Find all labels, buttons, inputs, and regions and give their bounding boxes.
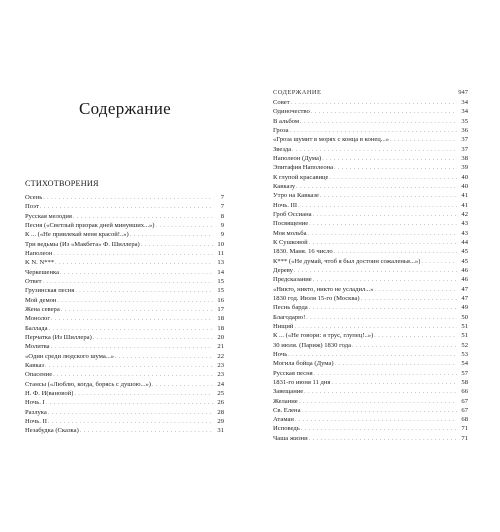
toc-entry-title: Баллада: [25, 324, 48, 332]
toc-entry: [273, 117, 468, 126]
toc-entry: [25, 240, 224, 249]
toc-entry-title: Совет: [273, 99, 290, 106]
toc-leader-dots: [156, 222, 214, 231]
toc-entry-page: 34: [461, 108, 468, 116]
toc-entry-title: Благодарю!: [273, 313, 306, 321]
toc-entry: [25, 426, 224, 435]
toc-entry-title: Св. Елена: [273, 406, 301, 414]
toc-entry-page: 58: [461, 378, 468, 386]
section-title: СТИХОТВОРЕНИЯ: [25, 179, 99, 188]
toc-entry: [273, 210, 468, 219]
toc-entry: [273, 219, 468, 228]
toc-entry-page: 25: [217, 389, 224, 397]
toc-leader-dots: [294, 267, 457, 276]
toc-entry-title: Жена севера: [25, 305, 60, 313]
toc-leader-dots: [45, 362, 213, 371]
toc-entry-page: 71: [461, 425, 468, 433]
toc-entry-title: Гроза: [273, 126, 289, 134]
toc-entry-page: 23: [217, 371, 224, 379]
toc-leader-dots: [374, 332, 457, 341]
toc-entry-page: 8: [220, 212, 224, 220]
toc-entry: [273, 285, 468, 294]
toc-leader-dots: [57, 297, 213, 306]
toc-entry-title: Разлука: [25, 408, 47, 416]
toc-leader-dots: [300, 118, 457, 127]
toc-entry-page: 67: [461, 406, 468, 414]
toc-leader-dots: [291, 99, 457, 108]
toc-entry-page: 37: [461, 136, 468, 144]
toc-leader-dots: [322, 155, 457, 164]
toc-entry-page: 24: [217, 380, 224, 388]
toc-leader-dots: [48, 409, 213, 418]
toc-leader-dots: [352, 342, 457, 351]
toc-leader-dots: [152, 381, 213, 390]
toc-entry-page: 11: [217, 249, 224, 257]
toc-leader-dots: [80, 427, 213, 436]
toc-entry-title: 1830 год. Июля 15-го (Москва): [273, 294, 360, 302]
toc-entry: [273, 424, 468, 433]
toc-entry: [273, 135, 468, 144]
toc-leader-dots: [296, 183, 457, 192]
toc-entry-page: 38: [461, 154, 468, 162]
toc-entry-page: 43: [461, 229, 468, 237]
toc-entry-page: 54: [461, 360, 468, 368]
toc-entry-title: Ночь: [273, 350, 288, 358]
page-title: Содержание: [78, 99, 172, 118]
toc-entry-page: 37: [461, 145, 468, 153]
toc-entry-page: 53: [461, 350, 468, 358]
toc-leader-dots: [331, 379, 457, 388]
toc-entry-page: 34: [461, 99, 468, 106]
toc-entry: [273, 257, 468, 266]
toc-entry: [273, 294, 468, 303]
toc-leader-dots: [93, 334, 213, 343]
toc-entry-title: Три ведьмы (Из «Макбета» Ф. Шиллера): [25, 240, 140, 248]
toc-entry: [273, 350, 468, 359]
toc-entry: [25, 258, 224, 267]
toc-entry-page: 66: [461, 388, 468, 396]
toc-leader-dots: [302, 407, 457, 416]
toc-entry-title: Поэт: [25, 203, 39, 211]
toc-entry: [273, 266, 468, 275]
toc-entry-title: Опасение: [25, 371, 53, 379]
toc-entry-title: Кавказ: [25, 361, 44, 369]
toc-entry-title: Атаман: [273, 416, 294, 424]
toc-entry: [273, 98, 468, 107]
toc-entry: [273, 313, 468, 322]
toc-leader-dots: [308, 230, 457, 239]
toc-entry-page: 41: [461, 201, 468, 209]
toc-leader-dots: [320, 192, 457, 201]
toc-entry-title: К ... («Не привлекай меня красой!..»): [25, 231, 129, 239]
toc-leader-dots: [301, 425, 457, 434]
toc-entry-page: 43: [461, 220, 468, 228]
toc-entry-page: 45: [461, 248, 468, 256]
toc-leader-dots: [43, 194, 213, 203]
toc-leader-dots: [375, 286, 457, 295]
toc-leader-dots: [55, 259, 213, 268]
toc-entry-page: 39: [461, 164, 468, 172]
toc-entry-page: 16: [217, 296, 224, 304]
toc-entry-page: 47: [461, 285, 468, 293]
toc-entry-page: 10: [217, 240, 224, 248]
toc-entry: [25, 305, 224, 314]
toc-entry: [273, 154, 468, 163]
toc-entry-page: 17: [217, 305, 224, 313]
toc-entry-title: Грузинская песня: [25, 287, 75, 295]
toc-leader-dots: [314, 370, 457, 379]
toc-entry-title: Ответ: [25, 277, 42, 285]
toc-entry: [25, 286, 224, 295]
toc-entry-title: Русская мелодия: [25, 212, 72, 220]
toc-entry-title: Дереву: [273, 266, 293, 274]
toc-entry: [25, 202, 224, 211]
toc-entry: [273, 369, 468, 378]
toc-entry-title: Чаша жизни: [273, 434, 308, 442]
toc-entry-title: К глупой красавице: [273, 173, 329, 181]
toc-leader-dots: [74, 390, 213, 399]
toc-leader-dots: [335, 360, 457, 369]
toc-entry-page: 9: [220, 231, 224, 239]
toc-entry: [25, 352, 224, 361]
toc-leader-dots: [53, 250, 213, 259]
toc-entry-title: Завещание: [273, 388, 304, 396]
toc-entry-title: Наполеон: [25, 249, 53, 257]
toc-entry-title: Песня («Светлый призрак дней минувших...»): [25, 221, 155, 229]
toc-entry-title: K N. N***: [25, 259, 55, 267]
toc-entry-title: Русская песня: [273, 369, 313, 377]
toc-leader-dots: [51, 315, 213, 324]
toc-entry-page: 23: [217, 361, 224, 369]
toc-entry-title: К ... («Не говори: я трус, глупец!..»): [273, 332, 374, 340]
toc-entry-page: 41: [461, 192, 468, 200]
toc-entry-title: Ночь. I: [25, 399, 45, 407]
toc-entry-page: 20: [217, 333, 224, 341]
toc-entry-page: 9: [220, 221, 224, 229]
toc-entry: [25, 221, 224, 230]
toc-entry-page: 46: [461, 276, 468, 284]
toc-list-right: [273, 98, 468, 443]
toc-leader-dots: [313, 211, 457, 220]
toc-entry-title: К*** («Не думай, чтоб я был достоин сожаленья...»): [273, 257, 421, 265]
page-number: 947: [458, 89, 468, 96]
toc-entry-title: Перчатка (Из Шиллера): [25, 333, 92, 341]
toc-leader-dots: [75, 287, 213, 296]
toc-entry-title: Монолог: [25, 315, 51, 323]
toc-leader-dots: [309, 304, 457, 313]
toc-entry-title: Ночь. III: [273, 201, 298, 209]
toc-entry-page: 21: [217, 343, 224, 351]
toc-entry-page: 15: [217, 287, 224, 295]
toc-entry: [25, 314, 224, 323]
toc-leader-dots: [390, 136, 457, 145]
toc-entry: [273, 275, 468, 284]
toc-entry: [25, 370, 224, 379]
toc-entry: [273, 107, 468, 116]
toc-entry: [25, 361, 224, 370]
toc-entry-title: Исповедь: [273, 425, 300, 433]
toc-entry-title: Гроб Оссиана: [273, 210, 312, 218]
toc-entry-title: Молитва: [25, 343, 50, 351]
toc-entry-page: 47: [461, 294, 468, 302]
toc-entry: [273, 378, 468, 387]
toc-entry-title: Желание: [273, 397, 298, 405]
toc-entry-title: Ночь. II: [25, 417, 47, 425]
toc-entry-title: «Один среди людского шума...»: [25, 352, 115, 360]
toc-entry: [273, 201, 468, 210]
toc-entry: [273, 173, 468, 182]
toc-entry-page: 46: [461, 266, 468, 274]
toc-entry-title: Черкешенка: [25, 268, 60, 276]
toc-entry-title: Предсказание: [273, 276, 312, 284]
toc-entry-page: 45: [461, 257, 468, 265]
toc-entry-page: 67: [461, 397, 468, 405]
toc-entry: [273, 359, 468, 368]
toc-entry: [273, 322, 468, 331]
toc-entry-title: 1830. Маия. 16 число: [273, 248, 333, 256]
toc-leader-dots: [60, 269, 213, 278]
toc-entry: [273, 247, 468, 256]
toc-entry-page: 18: [217, 324, 224, 332]
toc-entry: [25, 324, 224, 333]
toc-entry: [25, 380, 224, 389]
running-head: СОДЕРЖАНИЕ: [273, 89, 322, 96]
toc-entry-title: Кавказу: [273, 182, 296, 190]
toc-entry: [273, 303, 468, 312]
toc-entry-title: Незабудка (Сказка): [25, 427, 79, 435]
toc-leader-dots: [130, 231, 213, 240]
toc-entry: [273, 191, 468, 200]
toc-leader-dots: [309, 220, 457, 229]
toc-entry-page: 71: [461, 434, 468, 442]
toc-entry-title: Мой демон: [25, 296, 57, 304]
toc-entry-page: 40: [461, 173, 468, 181]
toc-entry-page: 35: [461, 117, 468, 125]
toc-entry: [25, 408, 224, 417]
toc-entry-page: 13: [217, 259, 224, 267]
toc-entry-title: Одиночество: [273, 108, 310, 116]
toc-entry-page: 31: [217, 427, 224, 435]
toc-entry: [25, 398, 224, 407]
toc-leader-dots: [334, 164, 457, 173]
toc-entry-title: Песнь барда: [273, 304, 308, 312]
toc-entry-title: Нищий: [273, 322, 294, 330]
toc-leader-dots: [329, 174, 457, 183]
toc-entry: [273, 415, 468, 424]
toc-entry-title: Эпитафия Наполеона: [273, 164, 334, 172]
toc-entry-page: 44: [461, 238, 468, 246]
toc-entry-page: 68: [461, 416, 468, 424]
toc-entry-page: 57: [461, 369, 468, 377]
toc-entry-page: 18: [217, 315, 224, 323]
toc-entry: [25, 268, 224, 277]
toc-entry: [273, 229, 468, 238]
toc-entry: [273, 145, 468, 154]
toc-entry: [273, 331, 468, 340]
toc-entry-title: Стансы («Люблю, когда, борясь с душою...»): [25, 380, 151, 388]
toc-entry: [25, 417, 224, 426]
toc-entry-title: К Сушковой: [273, 238, 308, 246]
toc-leader-dots: [299, 398, 457, 407]
toc-entry: [273, 397, 468, 406]
toc-entry-title: Наполеон (Дума): [273, 154, 322, 162]
toc-leader-dots: [115, 353, 213, 362]
toc-entry-title: «Гроза шумит в морях с конца в конец...»: [273, 136, 390, 144]
toc-entry-title: Моя мольба: [273, 229, 307, 237]
toc-entry-title: 30 июля. (Париж) 1830 года: [273, 341, 352, 349]
toc-leader-dots: [46, 399, 213, 408]
toc-entry-page: 22: [217, 352, 224, 360]
toc-entry: [273, 434, 468, 443]
toc-entry-page: 50: [461, 313, 468, 321]
toc-entry-page: 15: [217, 277, 224, 285]
toc-entry: [273, 238, 468, 247]
toc-entry-title: Утро на Кавказе: [273, 192, 319, 200]
toc-leader-dots: [306, 314, 457, 323]
toc-entry: [273, 341, 468, 350]
toc-leader-dots: [141, 241, 213, 250]
toc-entry-page: 26: [217, 399, 224, 407]
toc-leader-dots: [309, 435, 457, 444]
toc-entry: [25, 193, 224, 202]
toc-entry-title: В альбом: [273, 117, 300, 125]
toc-entry: [25, 249, 224, 258]
toc-entry: [25, 333, 224, 342]
toc-entry: [25, 342, 224, 351]
toc-entry: [273, 182, 468, 191]
toc-leader-dots: [421, 258, 457, 267]
toc-entry-title: Посвящение: [273, 220, 309, 228]
toc-entry: [273, 406, 468, 415]
toc-entry-title: Осень: [25, 194, 43, 201]
toc-entry: [273, 163, 468, 172]
toc-entry-page: 7: [220, 203, 224, 211]
toc-entry-page: 40: [461, 182, 468, 190]
toc-entry: [25, 277, 224, 286]
toc-entry: [273, 387, 468, 396]
toc-entry-page: 7: [220, 194, 224, 201]
toc-leader-dots: [311, 108, 457, 117]
toc-entry-page: 51: [461, 322, 468, 330]
toc-entry-page: 49: [461, 304, 468, 312]
toc-leader-dots: [298, 202, 457, 211]
toc-leader-dots: [361, 295, 457, 304]
toc-entry-title: Н. Ф. И(вановой): [25, 389, 74, 397]
toc-entry-page: 28: [217, 408, 224, 416]
toc-entry-title: «Никто, никто, никто не усладил...»: [273, 285, 374, 293]
toc-entry: [25, 296, 224, 305]
toc-entry: [25, 389, 224, 398]
toc-leader-dots: [61, 306, 213, 315]
toc-entry: [25, 230, 224, 239]
toc-entry: [273, 126, 468, 135]
toc-leader-dots: [304, 388, 457, 397]
toc-entry-page: 42: [461, 210, 468, 218]
toc-list-left: [25, 193, 224, 436]
toc-entry-page: 14: [217, 268, 224, 276]
toc-entry-page: 51: [461, 332, 468, 340]
toc-entry-title: 1831-го июня 11 дня: [273, 378, 331, 386]
toc-entry-page: 36: [461, 126, 468, 134]
toc-entry-title: Могила бойца (Дума): [273, 360, 334, 368]
toc-leader-dots: [295, 416, 457, 425]
toc-entry-page: 52: [461, 341, 468, 349]
toc-entry: [25, 212, 224, 221]
toc-entry-page: 29: [217, 417, 224, 425]
toc-entry-title: Звезда: [273, 145, 292, 153]
